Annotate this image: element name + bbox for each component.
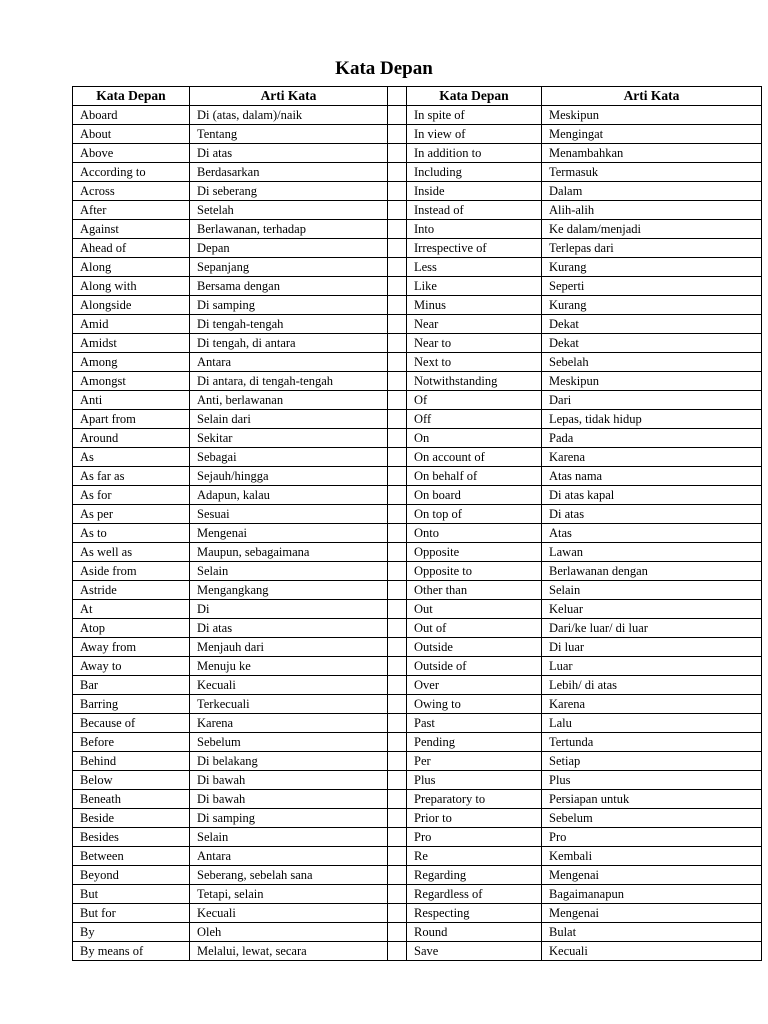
meaning-right: Kurang [542,296,762,315]
table-row [73,201,762,220]
column-gap [388,448,407,467]
preposition-left: Apart from [73,410,190,429]
meaning-right: Kembali [542,847,762,866]
meaning-right: Dekat [542,315,762,334]
meaning-right: Di atas [542,505,762,524]
meaning-right: Alih-alih [542,201,762,220]
meaning-left: Di [190,600,388,619]
preposition-left: Bar [73,676,190,695]
meaning-right: Sebelum [542,809,762,828]
header-kata-depan-right: Kata Depan [407,87,542,106]
meaning-right: Sebelah [542,353,762,372]
meaning-left: Menjauh dari [190,638,388,657]
preposition-left: Besides [73,828,190,847]
meaning-right: Karena [542,695,762,714]
preposition-left: As per [73,505,190,524]
meaning-right: Menambahkan [542,144,762,163]
table-row [73,828,762,847]
preposition-left: After [73,201,190,220]
table-row [73,771,762,790]
preposition-left: Around [73,429,190,448]
column-gap [388,828,407,847]
preposition-right: Opposite to [407,562,542,581]
table-row [73,600,762,619]
preposition-right: Outside of [407,657,542,676]
header-kata-depan-left: Kata Depan [73,87,190,106]
preposition-right: Instead of [407,201,542,220]
meaning-right: Kecuali [542,942,762,961]
preposition-right: Other than [407,581,542,600]
table-row [73,695,762,714]
preposition-right: Less [407,258,542,277]
meaning-right: Dekat [542,334,762,353]
column-gap [388,752,407,771]
table-row [73,790,762,809]
meaning-left: Setelah [190,201,388,220]
meaning-right: Di atas kapal [542,486,762,505]
table-row [73,904,762,923]
meaning-left: Berdasarkan [190,163,388,182]
meaning-left: Di atas [190,144,388,163]
preposition-left: Atop [73,619,190,638]
meaning-left: Sepanjang [190,258,388,277]
preposition-right: Re [407,847,542,866]
preposition-right: Over [407,676,542,695]
meaning-left: Sesuai [190,505,388,524]
meaning-right: Kurang [542,258,762,277]
column-gap [388,847,407,866]
header-arti-kata-left: Arti Kata [190,87,388,106]
table-row [73,353,762,372]
table-row [73,182,762,201]
table-row [73,638,762,657]
column-gap [388,505,407,524]
meaning-right: Termasuk [542,163,762,182]
preposition-left: Before [73,733,190,752]
preposition-left: Across [73,182,190,201]
preposition-right: On board [407,486,542,505]
column-gap [388,904,407,923]
preposition-left: Away from [73,638,190,657]
meaning-left: Maupun, sebagaimana [190,543,388,562]
preposition-right: On account of [407,448,542,467]
column-gap [388,125,407,144]
table-row [73,467,762,486]
preposition-right: Respecting [407,904,542,923]
column-gap [388,353,407,372]
column-gap [388,106,407,125]
meaning-right: Dalam [542,182,762,201]
meaning-left: Tentang [190,125,388,144]
meaning-left: Oleh [190,923,388,942]
meaning-left: Di bawah [190,771,388,790]
column-gap [388,334,407,353]
meaning-left: Mengangkang [190,581,388,600]
table-header-row [73,87,762,106]
header-arti-kata-right: Arti Kata [542,87,762,106]
table-row [73,524,762,543]
preposition-left: Because of [73,714,190,733]
preposition-right: Save [407,942,542,961]
meaning-left: Di samping [190,296,388,315]
meaning-right: Mengingat [542,125,762,144]
table-row [73,619,762,638]
meaning-left: Di belakang [190,752,388,771]
meaning-right: Dari/ke luar/ di luar [542,619,762,638]
preposition-right: Pending [407,733,542,752]
meaning-left: Kecuali [190,904,388,923]
table-row [73,942,762,961]
table-row [73,334,762,353]
table-body [73,106,762,961]
table-row [73,239,762,258]
meaning-right: Lawan [542,543,762,562]
meaning-left: Bersama dengan [190,277,388,296]
preposition-right: Preparatory to [407,790,542,809]
preposition-left: Above [73,144,190,163]
meaning-right: Berlawanan dengan [542,562,762,581]
column-gap [388,923,407,942]
column-gap [388,391,407,410]
preposition-left: Anti [73,391,190,410]
meaning-left: Melalui, lewat, secara [190,942,388,961]
table-row [73,847,762,866]
table-row [73,315,762,334]
meaning-left: Adapun, kalau [190,486,388,505]
preposition-left: Amid [73,315,190,334]
meaning-right: Seperti [542,277,762,296]
column-gap [388,657,407,676]
preposition-right: Near to [407,334,542,353]
preposition-left: As for [73,486,190,505]
table-row [73,144,762,163]
meaning-left: Seberang, sebelah sana [190,866,388,885]
meaning-left: Di bawah [190,790,388,809]
preposition-left: Along with [73,277,190,296]
meaning-left: Depan [190,239,388,258]
preposition-left: Barring [73,695,190,714]
preposition-right: In addition to [407,144,542,163]
preposition-right: Prior to [407,809,542,828]
meaning-right: Bulat [542,923,762,942]
table-row [73,410,762,429]
preposition-left: Away to [73,657,190,676]
preposition-right: Minus [407,296,542,315]
preposition-left: Ahead of [73,239,190,258]
column-gap [388,866,407,885]
preposition-left: Among [73,353,190,372]
preposition-right: Per [407,752,542,771]
preposition-left: Beneath [73,790,190,809]
meaning-left: Menuju ke [190,657,388,676]
meaning-right: Luar [542,657,762,676]
preposition-right: Off [407,410,542,429]
column-gap [388,543,407,562]
meaning-left: Sekitar [190,429,388,448]
meaning-right: Lalu [542,714,762,733]
meaning-left: Di tengah-tengah [190,315,388,334]
preposition-right: Including [407,163,542,182]
table-row [73,486,762,505]
preposition-left: But [73,885,190,904]
preposition-left: Amongst [73,372,190,391]
preposition-left: Along [73,258,190,277]
table-row [73,277,762,296]
column-gap [388,676,407,695]
column-gap [388,258,407,277]
column-gap [388,277,407,296]
meaning-right: Bagaimanapun [542,885,762,904]
meaning-right: Atas nama [542,467,762,486]
preposition-left: Alongside [73,296,190,315]
preposition-right: Into [407,220,542,239]
meaning-right: Ke dalam/menjadi [542,220,762,239]
preposition-left: Behind [73,752,190,771]
table-row [73,923,762,942]
column-gap [388,87,407,106]
preposition-left: Astride [73,581,190,600]
meaning-right: Lepas, tidak hidup [542,410,762,429]
table-row [73,714,762,733]
meaning-left: Di seberang [190,182,388,201]
preposition-left: Beside [73,809,190,828]
column-gap [388,695,407,714]
table-row [73,866,762,885]
preposition-left: But for [73,904,190,923]
column-gap [388,372,407,391]
preposition-left: Aboard [73,106,190,125]
meaning-right: Pada [542,429,762,448]
column-gap [388,809,407,828]
meaning-left: Terkecuali [190,695,388,714]
preposition-right: Out [407,600,542,619]
preposition-right: Plus [407,771,542,790]
table-row [73,296,762,315]
meaning-left: Antara [190,353,388,372]
meaning-left: Karena [190,714,388,733]
table-row [73,505,762,524]
table-row [73,391,762,410]
column-gap [388,220,407,239]
table-row [73,429,762,448]
table-row [73,809,762,828]
meaning-left: Sejauh/hingga [190,467,388,486]
preposition-left: Amidst [73,334,190,353]
table-row [73,676,762,695]
column-gap [388,600,407,619]
meaning-right: Plus [542,771,762,790]
preposition-right: Like [407,277,542,296]
meaning-right: Di luar [542,638,762,657]
preposition-left: As to [73,524,190,543]
table-row [73,163,762,182]
column-gap [388,942,407,961]
column-gap [388,315,407,334]
column-gap [388,467,407,486]
prepositions-table [72,86,762,961]
table-row [73,581,762,600]
meaning-right: Tertunda [542,733,762,752]
column-gap [388,733,407,752]
preposition-right: Notwithstanding [407,372,542,391]
meaning-left: Di atas [190,619,388,638]
table-row [73,372,762,391]
meaning-left: Mengenai [190,524,388,543]
preposition-left: Aside from [73,562,190,581]
meaning-right: Atas [542,524,762,543]
preposition-right: Out of [407,619,542,638]
preposition-right: Outside [407,638,542,657]
meaning-left: Selain dari [190,410,388,429]
column-gap [388,638,407,657]
preposition-right: Of [407,391,542,410]
preposition-left: Between [73,847,190,866]
preposition-right: Round [407,923,542,942]
table-row [73,220,762,239]
meaning-right: Lebih/ di atas [542,676,762,695]
meaning-left: Selain [190,828,388,847]
preposition-right: In spite of [407,106,542,125]
meaning-right: Dari [542,391,762,410]
preposition-right: Pro [407,828,542,847]
preposition-right: Next to [407,353,542,372]
column-gap [388,771,407,790]
table-row [73,733,762,752]
meaning-left: Sebelum [190,733,388,752]
meaning-left: Tetapi, selain [190,885,388,904]
preposition-left: Beyond [73,866,190,885]
preposition-right: On [407,429,542,448]
column-gap [388,163,407,182]
column-gap [388,182,407,201]
meaning-right: Mengenai [542,904,762,923]
column-gap [388,562,407,581]
page-title: Kata Depan [335,58,433,79]
meaning-left: Berlawanan, terhadap [190,220,388,239]
table-row [73,752,762,771]
meaning-left: Antara [190,847,388,866]
preposition-right: Irrespective of [407,239,542,258]
preposition-right: On top of [407,505,542,524]
table-row [73,448,762,467]
meaning-right: Setiap [542,752,762,771]
column-gap [388,239,407,258]
meaning-right: Selain [542,581,762,600]
column-gap [388,296,407,315]
table-row [73,106,762,125]
meaning-right: Pro [542,828,762,847]
meaning-right: Mengenai [542,866,762,885]
preposition-right: On behalf of [407,467,542,486]
preposition-left: According to [73,163,190,182]
preposition-right: Owing to [407,695,542,714]
column-gap [388,790,407,809]
meaning-left: Di samping [190,809,388,828]
table-row [73,562,762,581]
meaning-right: Meskipun [542,106,762,125]
column-gap [388,410,407,429]
preposition-right: Past [407,714,542,733]
meaning-left: Anti, berlawanan [190,391,388,410]
meaning-left: Di tengah, di antara [190,334,388,353]
table-row [73,125,762,144]
meaning-right: Karena [542,448,762,467]
preposition-right: Inside [407,182,542,201]
meaning-left: Selain [190,562,388,581]
column-gap [388,885,407,904]
column-gap [388,714,407,733]
preposition-left: Below [73,771,190,790]
meaning-right: Meskipun [542,372,762,391]
table-row [73,258,762,277]
table-row [73,543,762,562]
preposition-right: Regarding [407,866,542,885]
preposition-left: By means of [73,942,190,961]
preposition-left: As [73,448,190,467]
preposition-right: Near [407,315,542,334]
meaning-left: Di (atas, dalam)/naik [190,106,388,125]
column-gap [388,201,407,220]
preposition-right: Regardless of [407,885,542,904]
column-gap [388,524,407,543]
meaning-right: Persiapan untuk [542,790,762,809]
column-gap [388,486,407,505]
preposition-left: At [73,600,190,619]
column-gap [388,581,407,600]
preposition-left: By [73,923,190,942]
preposition-right: Opposite [407,543,542,562]
meaning-left: Di antara, di tengah-tengah [190,372,388,391]
meaning-left: Kecuali [190,676,388,695]
preposition-left: As well as [73,543,190,562]
preposition-left: As far as [73,467,190,486]
meaning-right: Keluar [542,600,762,619]
preposition-right: In view of [407,125,542,144]
column-gap [388,144,407,163]
column-gap [388,429,407,448]
preposition-left: Against [73,220,190,239]
table-row [73,885,762,904]
table-row [73,657,762,676]
preposition-right: Onto [407,524,542,543]
column-gap [388,619,407,638]
preposition-left: About [73,125,190,144]
meaning-left: Sebagai [190,448,388,467]
meaning-right: Terlepas dari [542,239,762,258]
